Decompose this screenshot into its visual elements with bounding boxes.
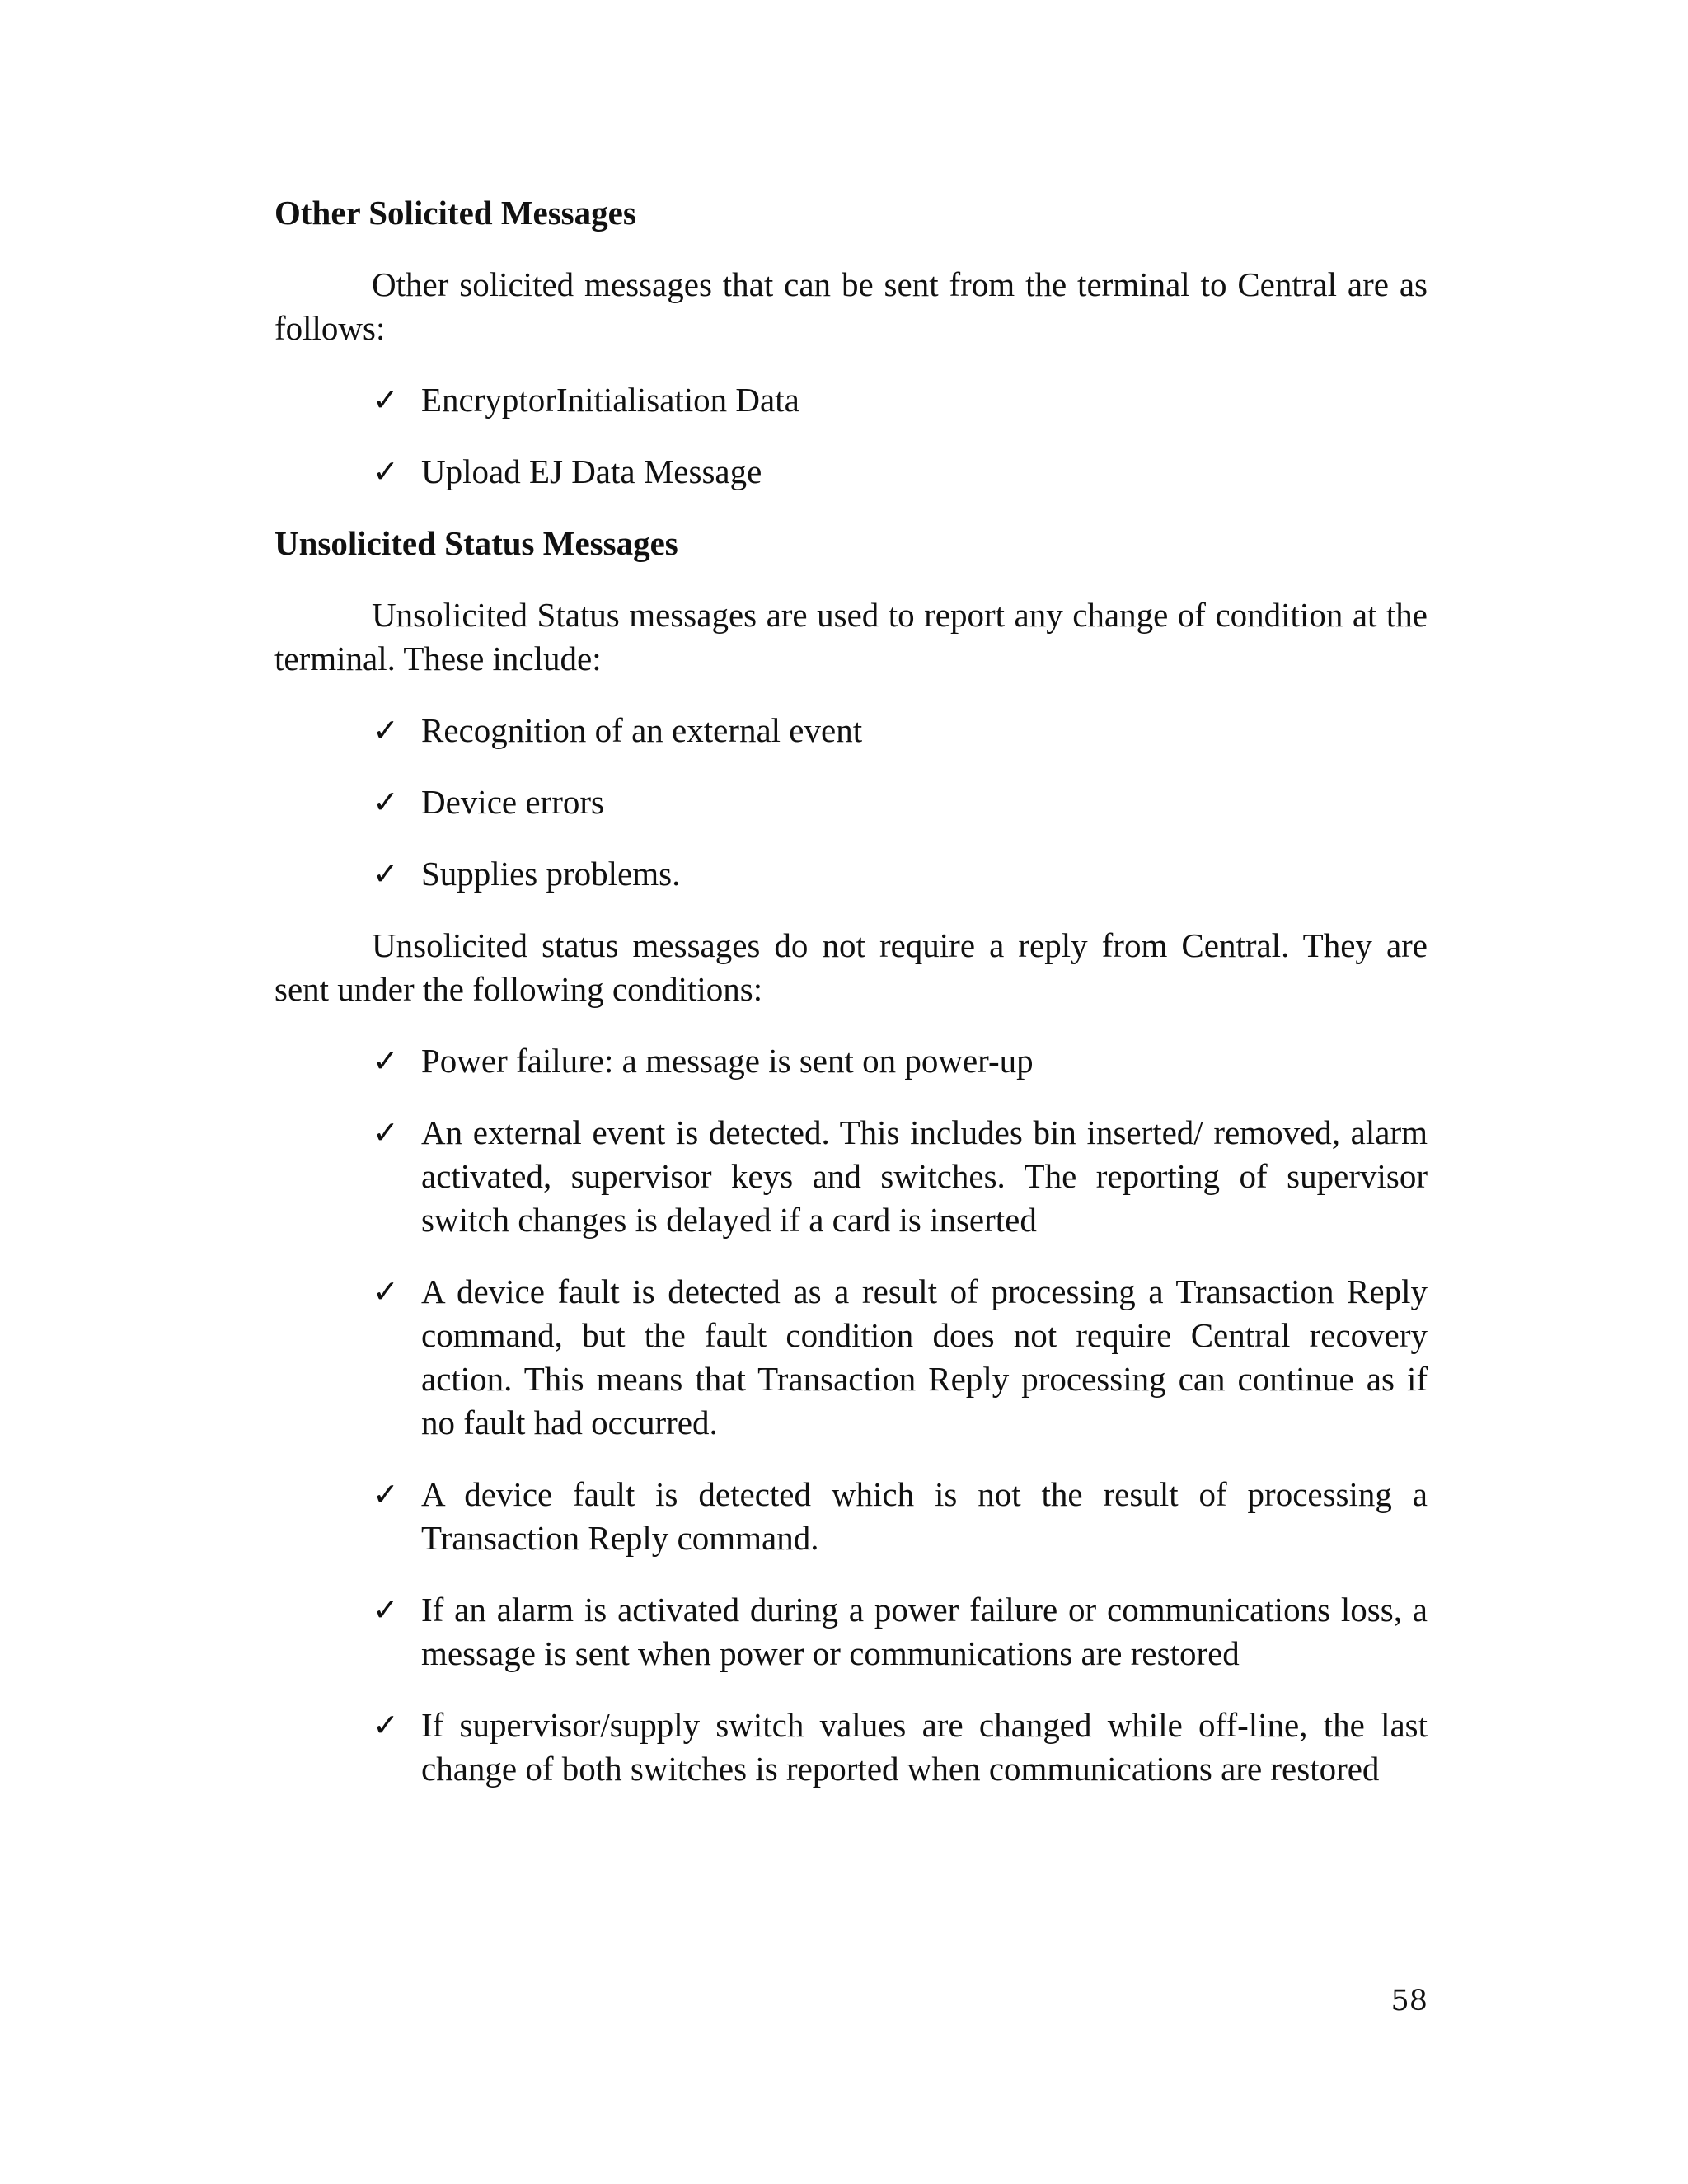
section-heading-other-solicited: Other Solicited Messages <box>274 194 636 232</box>
list-item <box>274 852 1428 896</box>
page-number: 58 <box>1390 1985 1428 2018</box>
checkmark-icon: ✓ <box>373 784 399 820</box>
page-content <box>274 191 1428 1819</box>
list-item <box>274 1270 1428 1445</box>
checkmark-icon: ✓ <box>373 1273 399 1310</box>
list-item-text: If supervisor/supply switch values are changed while off-line, the last change of both switches is reported when communications are restored <box>421 1706 1428 1788</box>
section-intro-other-solicited: Other solicited messages that can be sent from the terminal to Central are as follows: <box>274 265 1428 347</box>
list-item <box>274 1704 1428 1791</box>
checkmark-icon: ✓ <box>373 1707 399 1743</box>
section-intro-unsolicited-status: Unsolicited Status messages are used to report any change of condition at the terminal. These include: <box>274 596 1428 677</box>
checkmark-icon: ✓ <box>373 453 399 490</box>
section-intro-conditions: Unsolicited status messages do not require a reply from Central. They are sent under the following conditions: <box>274 926 1428 1008</box>
list-item <box>274 780 1428 824</box>
checkmark-icon: ✓ <box>373 1476 399 1512</box>
list-item <box>274 709 1428 752</box>
list-item-text: Recognition of an external event <box>421 711 863 749</box>
checklist-other-solicited <box>274 378 1428 494</box>
list-item-text: A device fault is detected as a result of processing a Transaction Reply command, but the fault condition does not require Central recovery action. This means that Transaction Reply processing can continue as if no fault had occurred. <box>421 1272 1428 1441</box>
list-item-text: Device errors <box>421 783 604 821</box>
checkmark-icon: ✓ <box>373 1043 399 1079</box>
list-item-text: A device fault is detected which is not the result of processing a Transaction Reply command. <box>421 1475 1428 1557</box>
list-item <box>274 378 1428 422</box>
list-item-text: EncryptorInitialisation Data <box>421 381 799 419</box>
list-item <box>274 1473 1428 1560</box>
checklist-unsolicited-includes <box>274 709 1428 896</box>
list-item-text: Power failure: a message is sent on power-up <box>421 1042 1034 1080</box>
list-item-text: If an alarm is activated during a power failure or communications loss, a message is sent when power or communications are restored <box>421 1591 1428 1672</box>
list-item-text: Upload EJ Data Message <box>421 452 762 490</box>
list-item-text: An external event is detected. This includes bin inserted/ removed, alarm activated, supervisor keys and switches. The reporting of supervisor switch changes is delayed if a card is inserted <box>421 1113 1428 1239</box>
checkmark-icon: ✓ <box>373 382 399 418</box>
checkmark-icon: ✓ <box>373 712 399 748</box>
list-item-text: Supplies problems. <box>421 855 681 893</box>
checkmark-icon: ✓ <box>373 1591 399 1628</box>
checkmark-icon: ✓ <box>373 1114 399 1151</box>
list-item <box>274 1039 1428 1083</box>
list-item <box>274 450 1428 494</box>
section-heading-unsolicited-status: Unsolicited Status Messages <box>274 524 678 562</box>
list-item <box>274 1111 1428 1242</box>
checkmark-icon: ✓ <box>373 855 399 892</box>
checklist-conditions <box>274 1039 1428 1791</box>
list-item <box>274 1588 1428 1675</box>
